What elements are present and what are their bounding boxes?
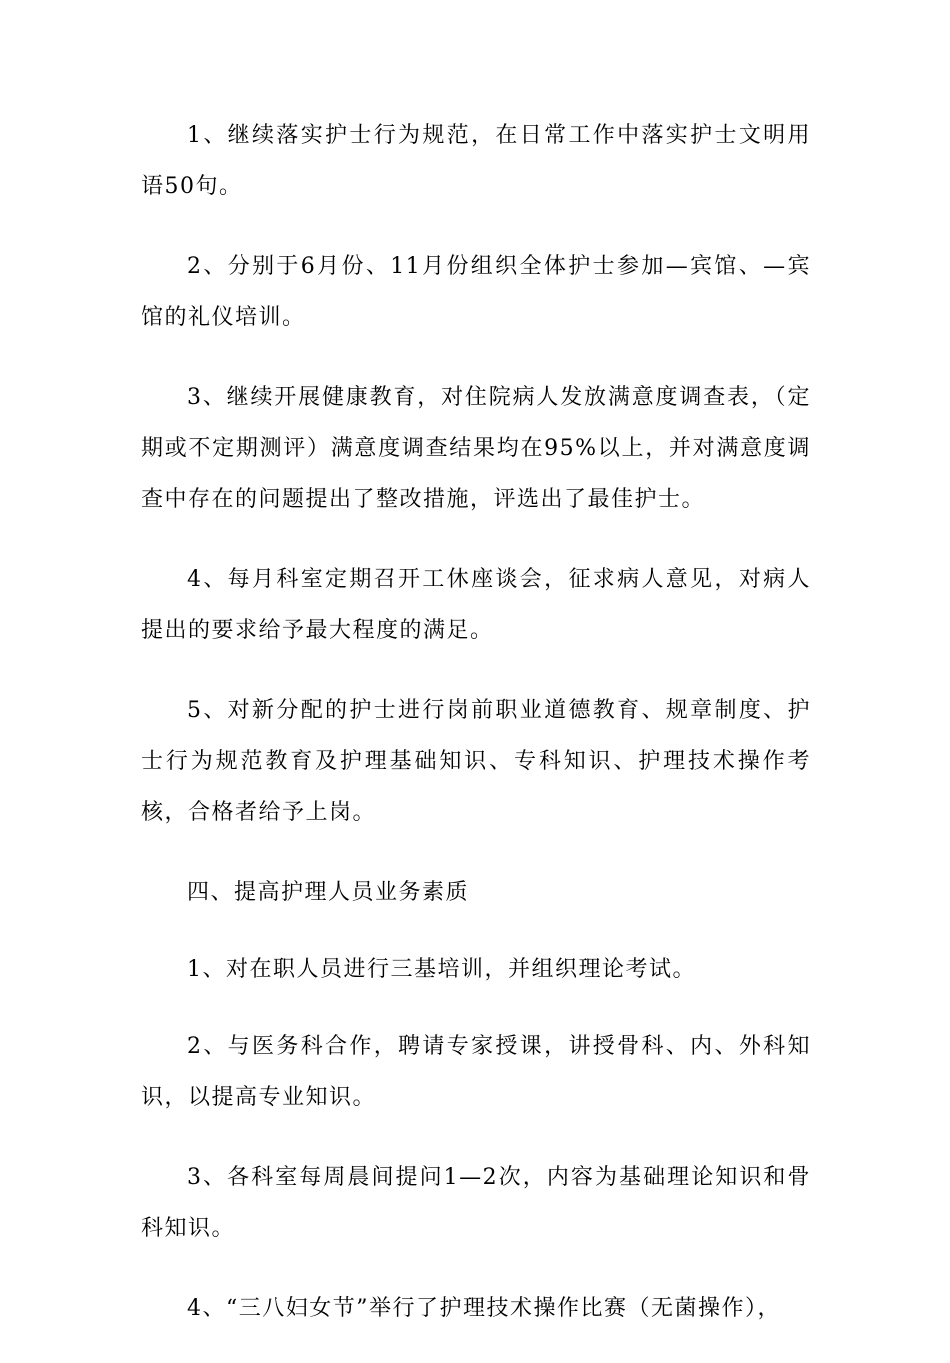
- paragraph-2: 2、分别于6月份、11月份组织全体护士参加—宾馆、—宾馆的礼仪培训。: [141, 254, 811, 330]
- paragraph-7: 2、与医务科合作，聘请专家授课，讲授骨科、内、外科知识，以提高专业知识。: [141, 1034, 811, 1110]
- paragraph-4: 4、每月科室定期召开工休座谈会，征求病人意见，对病人提出的要求给予最大程度的满足。: [141, 567, 811, 643]
- paragraph-1: 1、继续落实护士行为规范，在日常工作中落实护士文明用语50句。: [141, 123, 811, 199]
- paragraph-9: 4、“三八妇女节”举行了护理技术操作比赛（无菌操作），: [187, 1296, 781, 1321]
- paragraph-8: 3、各科室每周晨间提问1—2次，内容为基础理论知识和骨科知识。: [141, 1165, 811, 1241]
- section-heading: 四、提高护理人员业务素质: [187, 880, 470, 905]
- document-body: [141, 110, 811, 1363]
- paragraph-5: 5、对新分配的护士进行岗前职业道德教育、规章制度、护士行为规范教育及护理基础知识、专科知识、护理技术操作考核，合格者给予上岗。: [141, 698, 811, 825]
- paragraph-3: 3、继续开展健康教育，对住院病人发放满意度调查表，（定期或不定期测评）满意度调查结果均在95%以上，并对满意度调查中存在的问题提出了整改措施，评选出了最佳护士。: [141, 385, 811, 512]
- paragraph-6: 1、对在职人员进行三基培训，并组织理论考试。: [187, 957, 696, 982]
